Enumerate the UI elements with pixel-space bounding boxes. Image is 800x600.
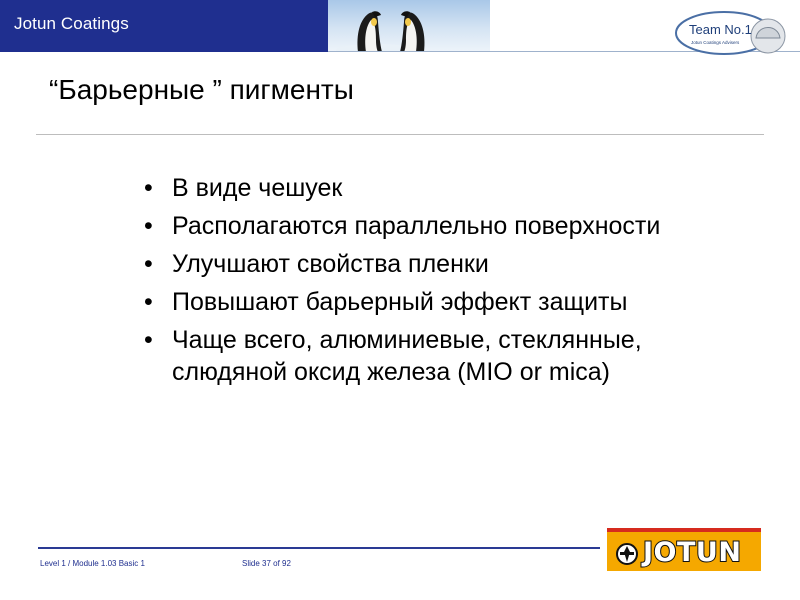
badge-title: Team No.1 bbox=[689, 22, 752, 37]
bullet-text: Улучшают свойства пленки bbox=[172, 250, 489, 278]
brand-label: Jotun Coatings bbox=[14, 14, 129, 33]
badge-subtitle: Jotun Coatings Advisers bbox=[691, 40, 740, 45]
footer-slide-number: Slide 37 of 92 bbox=[242, 559, 291, 568]
bullet-marker: • bbox=[144, 212, 153, 240]
bullet-marker: • bbox=[144, 250, 153, 278]
penguins-image bbox=[328, 0, 490, 52]
bullet-item bbox=[140, 172, 740, 204]
footer-line bbox=[38, 547, 600, 549]
header-bar bbox=[0, 0, 328, 52]
team-no1-badge bbox=[672, 6, 790, 60]
penguin-photo bbox=[328, 0, 490, 52]
bullet-marker: • bbox=[144, 174, 153, 202]
jotun-emblem-icon bbox=[615, 541, 639, 565]
bullet-text: Повышают барьерный эффект защиты bbox=[172, 288, 628, 316]
bullet-item bbox=[140, 210, 740, 242]
bullet-item bbox=[140, 248, 740, 280]
bullet-marker: • bbox=[144, 326, 153, 354]
bullet-text: В виде чешуек bbox=[172, 174, 343, 202]
title-divider bbox=[36, 134, 764, 135]
bullet-text: Чаще всего, алюминиевые, стеклянные, слюдяной оксид железа (MIO or mica) bbox=[172, 326, 642, 386]
bullet-text: Располагаются параллельно поверхности bbox=[172, 212, 661, 240]
footer-module-label: Level 1 / Module 1.03 Basic 1 bbox=[40, 559, 145, 568]
bullet-item bbox=[140, 324, 740, 388]
slide-title: “Барьерные ” пигменты bbox=[49, 74, 354, 105]
jotun-logo-text: JOTUN bbox=[643, 537, 742, 568]
jotun-logo bbox=[607, 528, 761, 571]
bullet-marker: • bbox=[144, 288, 153, 316]
bullet-item bbox=[140, 286, 740, 318]
bullet-list bbox=[140, 172, 740, 394]
